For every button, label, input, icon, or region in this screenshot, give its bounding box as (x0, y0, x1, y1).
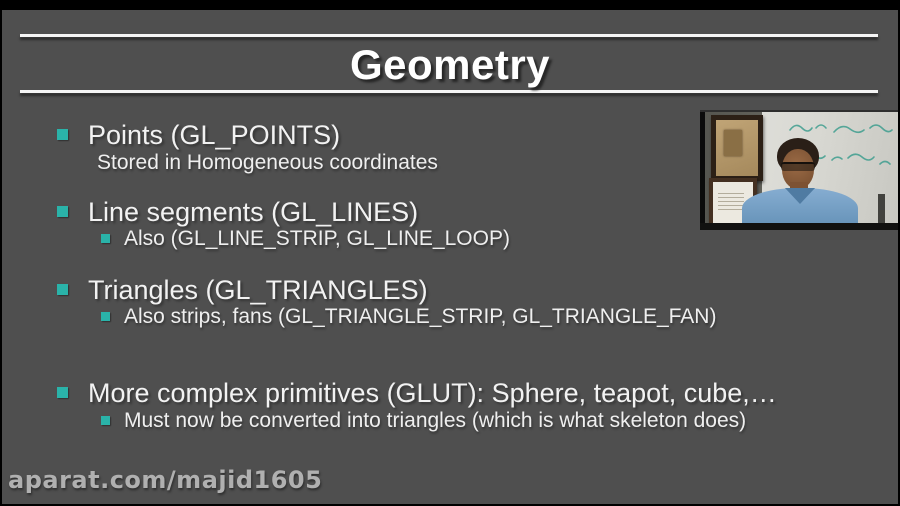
title-rule-top (20, 34, 878, 37)
letterbox-top (0, 0, 900, 10)
slide-title: Geometry (349, 41, 551, 88)
sub-bullet-text: Also strips, fans (GL_TRIANGLE_STRIP, GL_TRIANGLE_FAN) (124, 305, 717, 328)
bullet-square-icon (57, 206, 68, 217)
title-rule-bottom (20, 90, 878, 93)
plaque-inner (724, 130, 742, 156)
bullet-square-icon (57, 284, 68, 295)
sub-bullet-text: Stored in Homogeneous coordinates (97, 151, 438, 174)
webcam-bottom-border (700, 223, 900, 230)
sub-bullet-square-icon (101, 234, 110, 243)
watermark-url: aparat.com/majid1605 (8, 466, 323, 494)
bullet-text: Triangles (GL_TRIANGLES) (88, 275, 428, 305)
sub-bullet-item (124, 305, 716, 329)
bullet-square-icon (57, 129, 68, 140)
bullet-item (88, 275, 428, 306)
sub-bullet-text: Also (GL_LINE_STRIP, GL_LINE_LOOP) (124, 227, 510, 250)
certificate-text-lines (718, 190, 744, 212)
sub-bullet-square-icon (101, 416, 110, 425)
bullet-item (88, 378, 777, 409)
sub-bullet-text: Must now be converted into triangles (which is what skeleton does) (124, 409, 747, 432)
framed-plaque (711, 115, 763, 181)
bullet-square-icon (57, 387, 68, 398)
bullet-text: Line segments (GL_LINES) (88, 197, 419, 227)
sub-bullet-item (124, 227, 510, 251)
bullet-text: More complex primitives (GLUT): Sphere, teapot, cube,… (88, 378, 777, 408)
bullet-item (88, 197, 418, 228)
sub-bullet-item (124, 409, 746, 433)
person-glasses (781, 162, 815, 171)
sub-bullet-item (97, 151, 438, 175)
bullet-text: Points (GL_POINTS) (88, 120, 341, 150)
bullet-item (88, 120, 340, 151)
sub-bullet-square-icon (101, 312, 110, 321)
webcam-overlay (700, 110, 900, 230)
